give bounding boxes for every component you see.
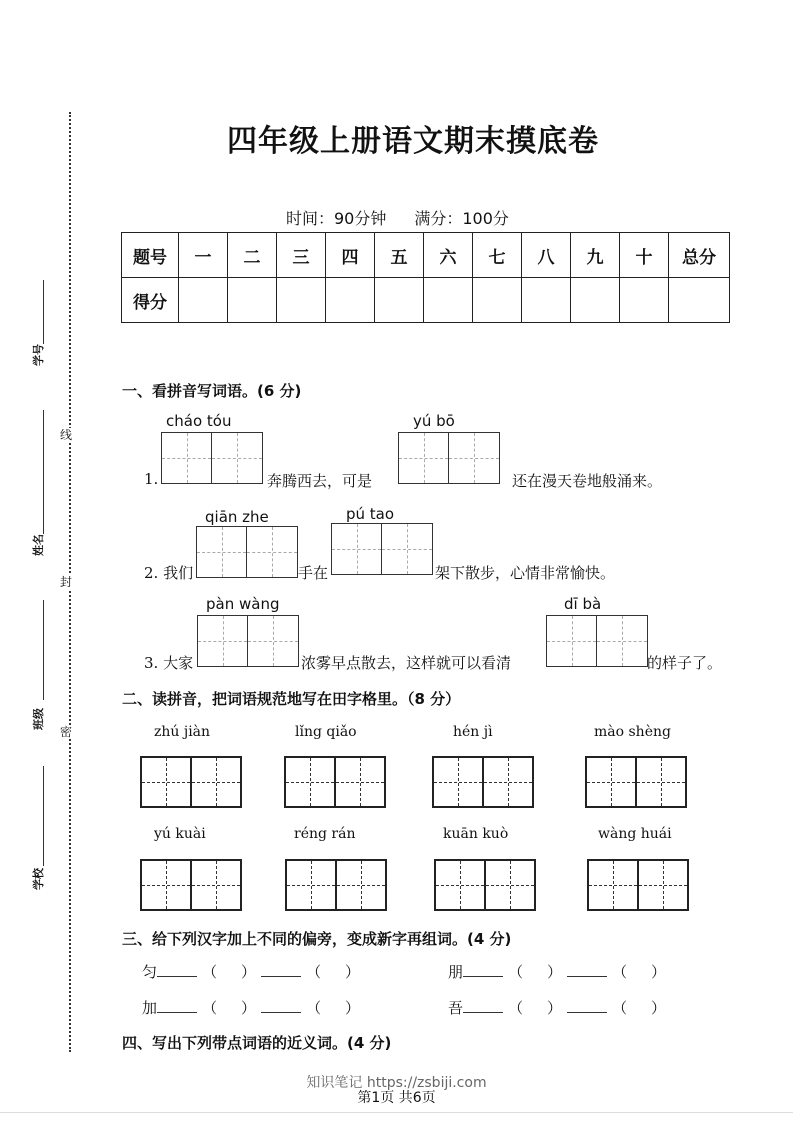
s3-blank[interactable] (157, 962, 197, 977)
s2-word1-grid[interactable] (140, 756, 242, 808)
s1-item1-grid-b[interactable] (398, 432, 500, 484)
s1-item3-num: 3. 大家 (144, 654, 194, 672)
score-table-score-row (122, 278, 730, 323)
score-col-7: 七 (473, 233, 522, 278)
s3-row2-right (448, 997, 671, 1018)
s1-item3-grid-a[interactable] (197, 615, 299, 667)
score-col-2: 二 (228, 233, 277, 278)
s3-char-1: 匀 (142, 963, 158, 981)
footer-watermark-url: 知识笔记 https://zsbiji.com (306, 1075, 487, 1091)
s2-word5-pinyin: yú kuài (154, 826, 206, 842)
student-name-label: 姓名 (32, 534, 45, 556)
s1-item2-grid-b[interactable] (331, 523, 433, 575)
s3-blank[interactable] (567, 998, 607, 1013)
s1-item1-pinyin-a: cháo tóu (166, 412, 232, 430)
s3-word-paren[interactable]: （ ） (306, 963, 360, 981)
score-cell[interactable] (375, 278, 424, 323)
score-cell[interactable] (228, 278, 277, 323)
section4-heading: 四、写出下列带点词语的近义词。(4 分) (122, 1034, 392, 1052)
s3-word-paren[interactable]: （ ） (306, 999, 360, 1017)
score-col-10: 十 (620, 233, 669, 278)
s1-item2-grid-a[interactable] (196, 526, 298, 578)
score-col-9: 九 (571, 233, 620, 278)
section3-heading: 三、给下列汉字加上不同的偏旁，变成新字再组词。(4 分) (122, 930, 512, 948)
score-cell[interactable] (326, 278, 375, 323)
score-table-header-row (122, 233, 730, 278)
s1-item1-end: 还在漫天卷地般涌来。 (512, 472, 663, 490)
s2-word4-grid[interactable] (585, 756, 687, 808)
s1-item3-grid-b[interactable] (546, 615, 648, 667)
s3-word-paren[interactable]: （ ） (612, 999, 666, 1017)
s1-item1-num: 1. (144, 470, 159, 488)
s3-word-paren[interactable]: （ ） (202, 963, 256, 981)
s3-blank[interactable] (261, 998, 301, 1013)
s1-item1-grid-a[interactable] (161, 432, 263, 484)
binding-word-line: 线 (60, 428, 73, 442)
class-label: 班级 (32, 708, 45, 730)
s3-blank[interactable] (157, 998, 197, 1013)
score-cell[interactable] (571, 278, 620, 323)
s1-item3-mid: 浓雾早点散去，这样就可以看清 (301, 654, 512, 672)
student-id-label: 学号 (32, 344, 45, 366)
binding-word-secret: 密 (60, 725, 73, 739)
footer-divider (0, 1112, 793, 1113)
s1-item3-pinyin-a: pàn wàng (206, 595, 280, 613)
s2-word6-grid[interactable] (285, 859, 387, 911)
score-col-6: 六 (424, 233, 473, 278)
score-col-total: 总分 (669, 233, 730, 278)
s3-blank[interactable] (261, 962, 301, 977)
s3-blank[interactable] (463, 998, 503, 1013)
s1-item2-mid: 手在 (298, 564, 329, 582)
score-cell[interactable] (473, 278, 522, 323)
s1-item3-end: 的样子了。 (647, 654, 723, 672)
s1-item2-pinyin-b: pú tao (346, 505, 395, 523)
score-col-5: 五 (375, 233, 424, 278)
s2-word2-grid[interactable] (284, 756, 386, 808)
student-name-line[interactable] (43, 410, 44, 534)
s1-item2-pinyin-a: qiān zhe (205, 508, 269, 526)
s2-word8-grid[interactable] (587, 859, 689, 911)
score-cell[interactable] (424, 278, 473, 323)
student-id-line[interactable] (43, 280, 44, 344)
s2-word1-pinyin: zhú jiàn (154, 724, 211, 740)
s3-char-4: 吾 (448, 999, 464, 1017)
s3-blank[interactable] (463, 962, 503, 977)
score-col-1: 一 (179, 233, 228, 278)
s1-item3-pinyin-b: dī bà (564, 595, 602, 613)
s2-word7-grid[interactable] (434, 859, 536, 911)
s2-word7-pinyin: kuān kuò (443, 826, 509, 842)
s3-word-paren[interactable]: （ ） (202, 999, 256, 1017)
score-cell[interactable] (179, 278, 228, 323)
s1-item2-end: 架下散步，心情非常愉快。 (435, 564, 616, 582)
s3-word-paren[interactable]: （ ） (612, 963, 666, 981)
score-cell[interactable] (277, 278, 326, 323)
section2-heading: 二、读拼音，把词语规范地写在田字格里。（8 分） (122, 690, 461, 708)
school-line[interactable] (43, 766, 44, 866)
score-cell[interactable] (669, 278, 730, 323)
section1-heading: 一、看拼音写词语。(6 分) (122, 382, 302, 400)
s2-word8-pinyin: wàng huái (598, 826, 672, 842)
s3-char-3: 加 (142, 999, 158, 1017)
s1-item2-num: 2. 我们 (144, 564, 194, 582)
score-cell[interactable] (620, 278, 669, 323)
s3-row2-left (142, 997, 365, 1018)
score-table (121, 232, 730, 323)
s2-word5-grid[interactable] (140, 859, 242, 911)
exam-meta (286, 206, 537, 229)
s2-word4-pinyin: mào shèng (594, 724, 671, 740)
s2-word3-pinyin: hén jì (453, 724, 493, 740)
school-label: 学校 (32, 868, 45, 890)
score-col-4: 四 (326, 233, 375, 278)
s3-row1-left (142, 961, 365, 982)
score-table-row-head: 题号 (122, 233, 179, 278)
score-col-8: 八 (522, 233, 571, 278)
s1-item1-pinyin-b: yú bō (413, 412, 455, 430)
exam-full-score: 满分：100分 (414, 209, 509, 228)
class-line[interactable] (43, 600, 44, 700)
s3-char-2: 朋 (448, 963, 464, 981)
s3-row1-right (448, 961, 671, 982)
s3-word-paren[interactable]: （ ） (508, 963, 562, 981)
score-cell[interactable] (522, 278, 571, 323)
s1-item1-mid: 奔腾西去，可是 (267, 472, 373, 490)
page-title: 四年级上册语文期末摸底卷 (227, 124, 599, 159)
s2-word3-grid[interactable] (432, 756, 534, 808)
footer-page-number: 第1页 共6页 (357, 1090, 436, 1106)
binding-word-seal: 封 (60, 575, 73, 589)
s2-word6-pinyin: réng rán (294, 826, 356, 842)
exam-time: 时间：90分钟 (286, 209, 387, 228)
score-col-3: 三 (277, 233, 326, 278)
s2-word2-pinyin: lǐng qiǎo (295, 724, 357, 740)
score-row-label: 得分 (122, 278, 179, 323)
s3-word-paren[interactable]: （ ） (508, 999, 562, 1017)
s3-blank[interactable] (567, 962, 607, 977)
